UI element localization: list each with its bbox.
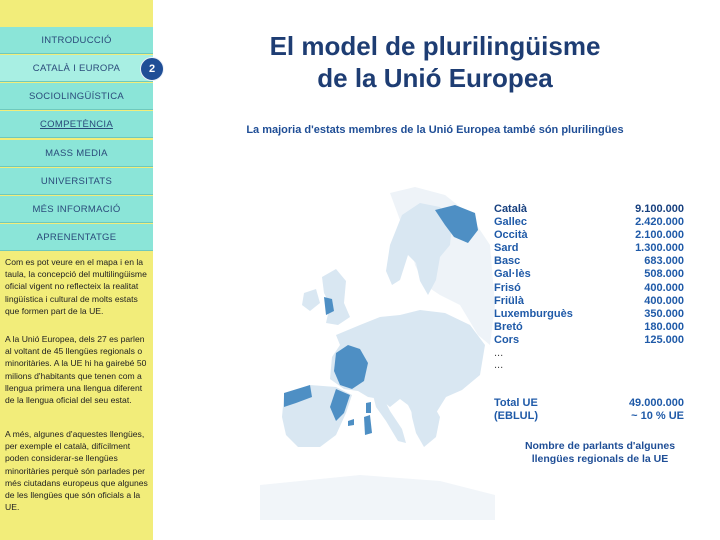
menu-item-sociolinguistica[interactable] bbox=[0, 83, 153, 110]
language-speakers-table bbox=[494, 203, 684, 371]
language-name: Gallec bbox=[494, 216, 528, 229]
caption-line: Nombre de parlants d'algunes bbox=[524, 440, 676, 452]
speaker-count: 9.100.000 bbox=[635, 203, 684, 215]
table-row bbox=[494, 321, 684, 334]
menu-item-label: UNIVERSITATS bbox=[40, 175, 113, 187]
totals-label: (EBLUL) bbox=[494, 410, 538, 422]
language-name: Bretó bbox=[494, 320, 523, 333]
table-row bbox=[494, 295, 684, 308]
speaker-count: 400.000 bbox=[644, 294, 684, 307]
sidebar bbox=[0, 0, 153, 540]
speaker-count: 683.000 bbox=[644, 255, 684, 268]
totals-value: ~ 10 % UE bbox=[631, 410, 684, 422]
language-name: Català bbox=[494, 203, 528, 215]
table-row bbox=[494, 282, 684, 295]
language-name: Basc bbox=[494, 255, 521, 268]
page-title bbox=[200, 30, 670, 94]
sidebar-paragraph: A més, algunes d'aquestes llengües, per exemple el català, difícilment poden considerar-se llengües minoritàries perquè són parlades per més ciutadans europeus que algunes de les llengües que són oficials a la UE. bbox=[5, 429, 148, 513]
menu-item-label: COMPETÈNCIA bbox=[40, 118, 113, 130]
language-name: Sard bbox=[494, 242, 519, 255]
totals-label: Total UE bbox=[494, 397, 538, 409]
page-title-line: El model de plurilingüisme bbox=[269, 31, 601, 61]
speaker-count: 350.000 bbox=[644, 307, 684, 320]
speaker-count: 1.300.000 bbox=[635, 242, 684, 255]
menu-item-label: APRENENTATGE bbox=[36, 231, 117, 243]
menu-item-label: MASS MEDIA bbox=[45, 147, 108, 159]
table-row bbox=[494, 242, 684, 255]
table-ellipsis: ... bbox=[494, 359, 504, 372]
menu-item-mass-media[interactable] bbox=[0, 140, 153, 167]
language-name: Occità bbox=[494, 229, 528, 242]
table-row bbox=[494, 216, 684, 229]
sidebar-paragraph: A la Unió Europea, dels 27 es parlen al voltant de 45 llengües regionals o minoritàries. A la UE hi ha gairebé 50 milions d'habitants que tenen com a llengua primera una llengua diferent de la llengua oficial del seu estat. bbox=[5, 334, 147, 406]
table-row bbox=[494, 255, 684, 268]
page-title-line: de la Unió Europea bbox=[317, 63, 553, 93]
menu-item-label: CATALÀ I EUROPA bbox=[32, 62, 121, 74]
table-row bbox=[494, 203, 684, 216]
page-subtitle: La majoria d'estats membres de la Unió Europea també són plurilingües bbox=[246, 124, 624, 136]
totals-row bbox=[494, 397, 684, 410]
speaker-count: 2.420.000 bbox=[635, 216, 684, 229]
language-name: Friülà bbox=[494, 294, 524, 307]
totals-block bbox=[494, 397, 684, 423]
language-name: Luxemburguès bbox=[494, 307, 573, 320]
map-highlight-corsica bbox=[366, 402, 371, 413]
menu-item-mes-informacio[interactable] bbox=[0, 196, 153, 223]
page-number-badge: 2 bbox=[140, 57, 164, 81]
menu-item-label: MÉS INFORMACIÓ bbox=[32, 203, 121, 215]
language-name: Cors bbox=[494, 333, 520, 346]
table-caption bbox=[500, 440, 700, 466]
map-highlight-balearics bbox=[348, 419, 354, 426]
map-region-south bbox=[260, 475, 495, 520]
speaker-count: 180.000 bbox=[644, 320, 684, 333]
table-row bbox=[494, 308, 684, 321]
table-ellipsis: ... bbox=[494, 347, 504, 360]
map-ireland bbox=[302, 289, 320, 311]
totals-row bbox=[494, 410, 684, 423]
map-highlight-sardinia bbox=[364, 415, 372, 435]
table-row bbox=[494, 334, 684, 347]
map-great-britain bbox=[322, 269, 350, 325]
sidebar-paragraph: Com es pot veure en el mapa i en la taula, la concepció del multilingüisme oficial vigent no reflecteix la realitat lingüística i cultural de molts estats que formen part de la UE. bbox=[5, 257, 147, 316]
europe-map bbox=[240, 185, 495, 520]
speaker-count: 508.000 bbox=[644, 268, 684, 281]
menu-item-competencia[interactable] bbox=[0, 111, 153, 138]
menu-item-introduccio[interactable] bbox=[0, 27, 153, 54]
speaker-count: 400.000 bbox=[644, 281, 684, 294]
menu-item-catala-i-europa[interactable] bbox=[0, 55, 153, 82]
speaker-count: 2.100.000 bbox=[635, 229, 684, 242]
table-row bbox=[494, 268, 684, 281]
caption-line: llengües regionals de la UE bbox=[531, 453, 669, 465]
language-name: Gal·lès bbox=[494, 268, 531, 281]
totals-value: 49.000.000 bbox=[628, 397, 684, 409]
menu-item-aprenentatge[interactable] bbox=[0, 224, 153, 251]
speaker-count: 125.000 bbox=[644, 333, 684, 346]
menu-item-label: INTRODUCCIÓ bbox=[41, 34, 112, 46]
menu-item-universitats[interactable] bbox=[0, 168, 153, 195]
menu-item-label: SOCIOLINGÜÍSTICA bbox=[28, 90, 125, 102]
language-name: Frisó bbox=[494, 281, 521, 294]
table-row bbox=[494, 229, 684, 242]
